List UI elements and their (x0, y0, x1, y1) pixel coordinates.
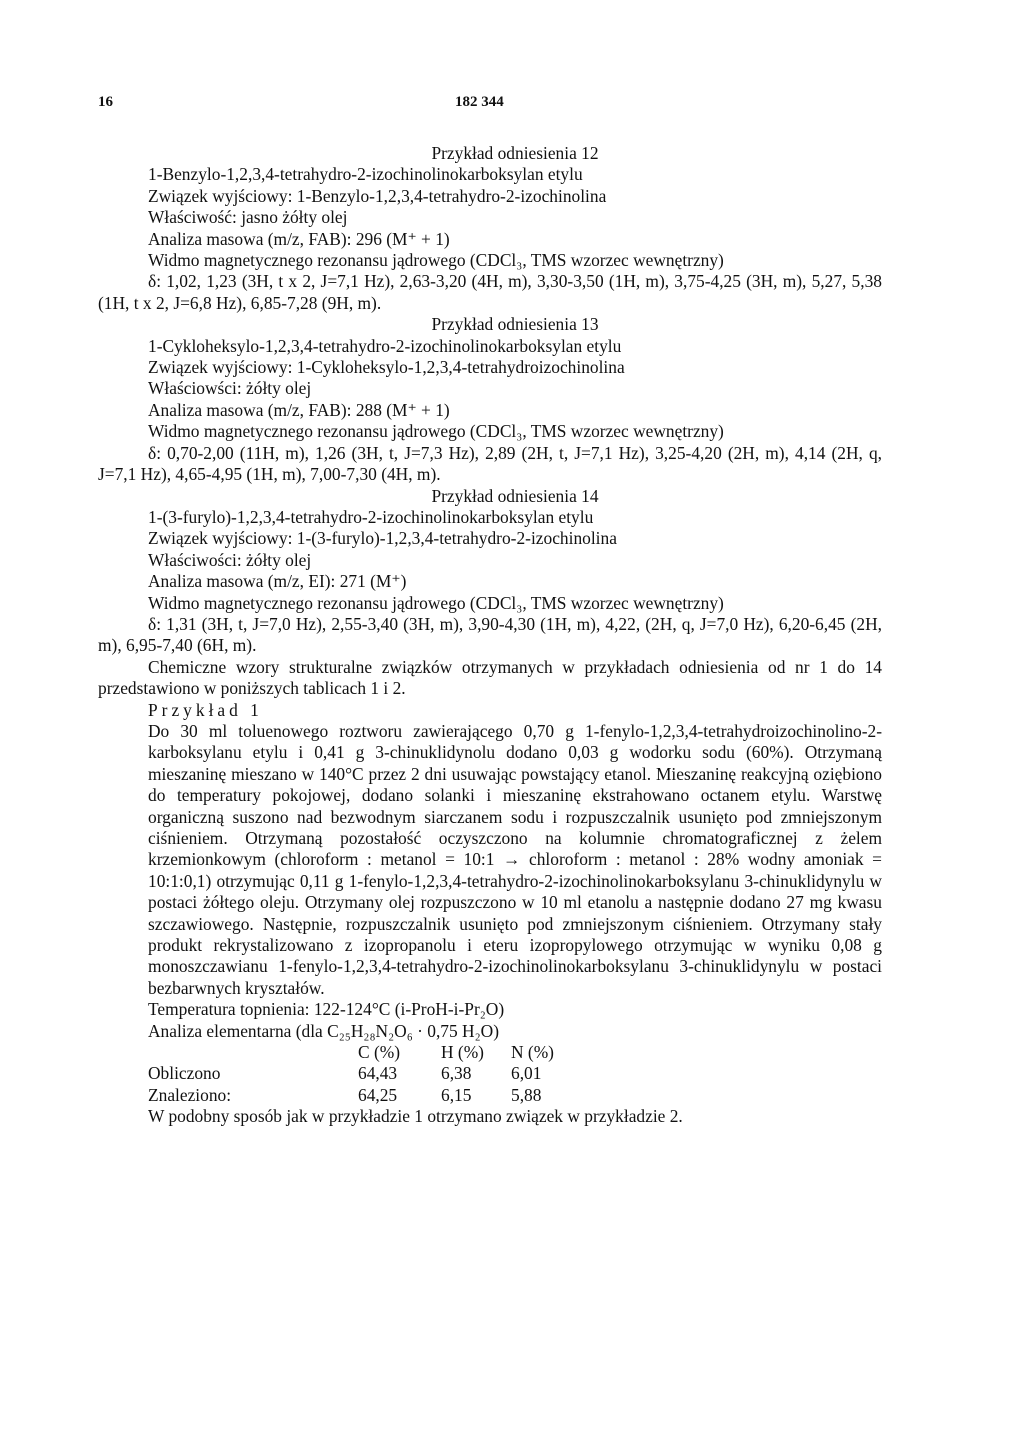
table-cell: 64,43 (358, 1063, 398, 1084)
ex14-nmr-data: δ: 1,31 (3H, t, J=7,0 Hz), 2,55-3,40 (3H, m), 3,90-4,30 (1H, m), 4,22, (2H, q, J=7,0 Hz), 6,20-6,45 (2H, m), 6,95-7,40 (6H, m). (98, 613, 882, 656)
patent-number: 182 344 (455, 94, 504, 110)
example1-body: Do 30 ml toluenowego roztworu zawierającego 0,70 g 1-fenylo-1,2,3,4-tetrahydroizochinolino-2-karboksylanu etylu i 0,41 g 3-chinuklidynolu dodano 0,03 g wodorku sodu (60%). Otrzymaną mieszaninę mieszano w 140°C przez 2 dni usuwając powstający etanol. Mieszaninę reakcyjną oziębiono do temperatury pokojowej, dodano solanki i mieszaninę ekstrahowano octanem etylu. Warstwę organiczną suszono nad bezwodnym siarczanem sodu i rozpuszczalnik usunięto pod zmniejszonym ciśnieniem. Otrzymaną pozostałość oczyszczono na kolumnie chromatograficznej z żelem krzemionkowym (chloroform : metanol = 10:1 → chloroform : metanol : 28% wodny amoniak = 10:1:0,1) otrzymując 0,11 g 1-fenylo-1,2,3,4-tetrahydro-2-izochinolinokarboksylanu 3-chinuklidynylu w postaci żółtego oleju. Otrzymany olej rozpuszczono w 10 ml etanolu a następnie dodano 27 mg kwasu szczawiowego. Następnie, rozpuszczalnik usunięto pod zmniejszonym ciśnieniem. Otrzymany stały produkt rekrystalizowano z izopropanolu i eteru izopropylowego otrzymując w wyniku 0,08 g monoszczawianu 1-fenylo-1,2,3,4-tetrahydro-2-izochinolinokarboksylanu 3-chinuklidynylu w postaci bezbarwnych kryształów. (148, 720, 882, 998)
table-header-cell: H (%) (441, 1042, 484, 1063)
structures-note: Chemiczne wzory strukturalne związków otrzymanych w przykładach odniesienia od nr 1 do 14 przedstawiono w poniższych tablicach 1 i 2. (98, 656, 882, 699)
table-header-cell (148, 1042, 358, 1063)
page-content (98, 143, 882, 1128)
table-cell: 6,01 (511, 1063, 542, 1084)
ex12-props: Właściwość: jasno żółty olej (148, 207, 348, 228)
ex14-nmr-title: Widmo magnetycznego rezonansu jądrowego (CDCl₃, TMS wzorzec wewnętrzny) (148, 592, 724, 613)
ex13-props: Właściowści: żółty olej (148, 378, 312, 399)
ex12-start: Związek wyjściowy: 1-Benzylo-1,2,3,4-tetrahydro-2-izochinolina (148, 185, 607, 206)
ex12-ms: Analiza masowa (m/z, FAB): 296 (M⁺ + 1) (148, 228, 450, 249)
example1-elemental-title: Analiza elementarna (dla C₂₅H₂₈N₂O₆ · 0,75 H₂O) (148, 1020, 500, 1041)
ex13-start: Związek wyjściowy: 1-Cykloheksylo-1,2,3,4-tetrahydroizochinolina (148, 357, 625, 378)
ex14-props: Właściwości: żółty olej (148, 549, 312, 570)
ex14-heading: Przykład odniesienia 14 (431, 485, 599, 506)
ex14-start: Związek wyjściowy: 1-(3-furylo)-1,2,3,4-tetrahydro-2-izochinolina (148, 528, 617, 549)
ex13-nmr-title: Widmo magnetycznego rezonansu jądrowego (CDCl₃, TMS wzorzec wewnętrzny) (148, 421, 724, 442)
table-cell: 6,38 (441, 1063, 472, 1084)
ex14-ms: Analiza masowa (m/z, EI): 271 (M⁺) (148, 571, 407, 592)
table-header-cell: C (%) (358, 1042, 401, 1063)
table-cell: Obliczono (148, 1063, 221, 1084)
ex13-heading: Przykład odniesienia 13 (431, 314, 599, 335)
ex13-ms: Analiza masowa (m/z, FAB): 288 (M⁺ + 1) (148, 399, 450, 420)
table-header-row (148, 1042, 581, 1063)
table-row (148, 1063, 581, 1084)
ex13-nmr-data: δ: 0,70-2,00 (11H, m), 1,26 (3H, t, J=7,3 Hz), 2,89 (2H, t, J=7,1 Hz), 3,25-4,20 (2H, m), 4,14 (2H, q, J=7,1 Hz), 4,65-4,95 (1H, m), 7,00-7,30 (4H, m). (98, 442, 882, 485)
table-header-cell: N (%) (511, 1042, 554, 1063)
example1-closing: W podobny sposób jak w przykładzie 1 otrzymano związek w przykładzie 2. (148, 1106, 683, 1127)
ex12-nmr-title: Widmo magnetycznego rezonansu jądrowego (CDCl₃, TMS wzorzec wewnętrzny) (148, 250, 724, 271)
ex12-heading: Przykład odniesienia 12 (431, 143, 599, 163)
example1-mp: Temperatura topnienia: 122-124°C (i-ProH-i-Pr₂O) (148, 999, 505, 1020)
table-cell: 6,15 (441, 1084, 472, 1105)
page-number: 16 (98, 94, 113, 110)
ex12-name: 1-Benzylo-1,2,3,4-tetrahydro-2-izochinolinokarboksylan etylu (148, 164, 583, 185)
ex13-name: 1-Cykloheksylo-1,2,3,4-tetrahydro-2-izochinolinokarboksylan etylu (148, 335, 622, 356)
table-row (148, 1085, 581, 1106)
table-cell: 5,88 (511, 1084, 542, 1105)
ex12-nmr-data: δ: 1,02, 1,23 (3H, t x 2, J=7,1 Hz), 2,63-3,20 (4H, m), 3,30-3,50 (1H, m), 3,75-4,25 (3H, m), 5,27, 5,38 (1H, t x 2, J=6,8 Hz), 6,85-7,28 (9H, m). (98, 271, 882, 313)
table-cell: Znaleziono: (148, 1084, 232, 1105)
elemental-analysis-table (148, 1042, 581, 1106)
table-cell: 64,25 (358, 1084, 398, 1105)
example1-heading: Przykład 1 (148, 699, 263, 720)
ex14-name: 1-(3-furylo)-1,2,3,4-tetrahydro-2-izochinolinokarboksylan etylu (148, 506, 594, 527)
